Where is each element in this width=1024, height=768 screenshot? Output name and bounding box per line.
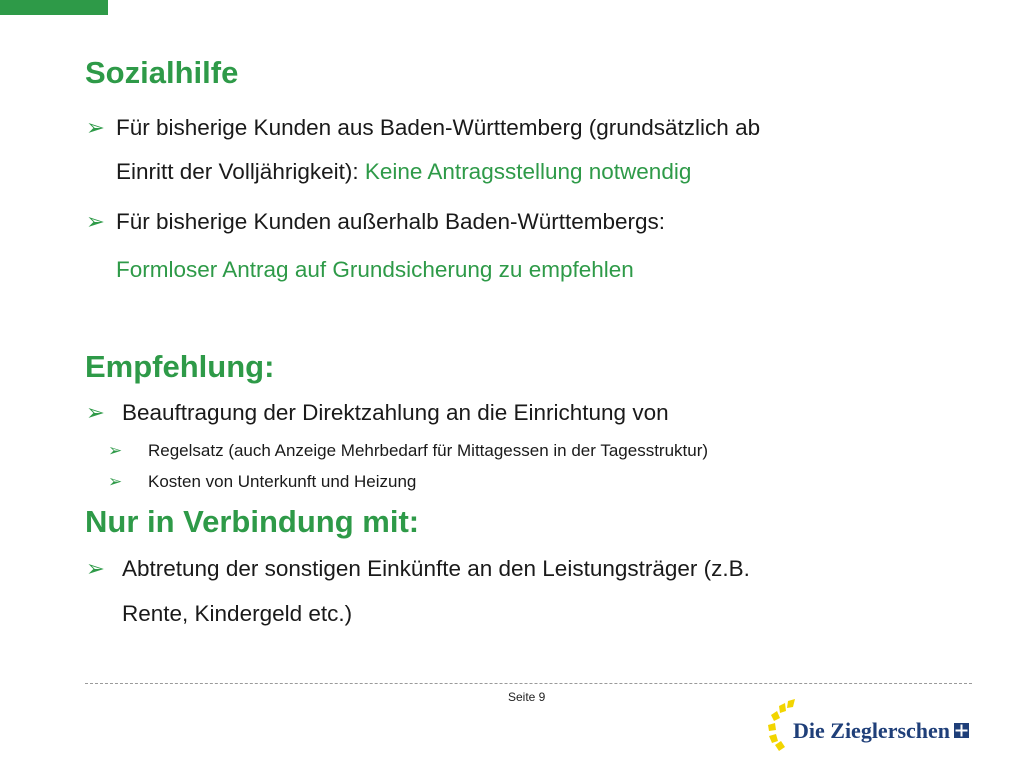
sozialhilfe-bullet-1-line-2 xyxy=(116,161,691,184)
arrow-bullet-icon: ➢ xyxy=(108,441,123,460)
verbindung-bullet-1-line-1: Abtretung der sonstigen Einkünfte an den Leistungsträger (z.B. xyxy=(122,556,750,581)
arrow-bullet-icon: ➢ xyxy=(108,472,123,491)
cross-emblem-icon xyxy=(954,723,969,738)
empfehlung-sub-bullet-1: Regelsatz (auch Anzeige Mehrbedarf für Mittagessen in der Tagesstruktur) xyxy=(148,441,709,460)
arrow-bullet-icon: ➢ xyxy=(86,400,105,425)
empfehlung-bullet-1: Beauftragung der Direktzahlung an die Einrichtung von xyxy=(122,400,669,425)
arrow-bullet-icon: ➢ xyxy=(86,209,105,234)
heading-sozialhilfe: Sozialhilfe xyxy=(85,55,239,90)
page-number: Seite 9 xyxy=(508,690,546,704)
sozialhilfe-bullet-1-highlight: Keine Antragsstellung notwendig xyxy=(364,159,692,184)
heading-empfehlung: Empfehlung: xyxy=(85,349,275,384)
arrow-bullet-icon: ➢ xyxy=(86,115,105,140)
logo xyxy=(766,698,986,754)
sozialhilfe-bullet-2-highlight: Formloser Antrag auf Grundsicherung zu empfehlen xyxy=(116,257,634,282)
heading-nur-in-verbindung: Nur in Verbindung mit: xyxy=(85,504,420,539)
sozialhilfe-bullet-1-line-1: Für bisherige Kunden aus Baden-Württemberg (grundsätzlich ab xyxy=(116,115,761,140)
sozialhilfe-bullet-1-prefix: Einritt der Volljährigkeit): xyxy=(116,159,365,184)
verbindung-bullet-1-line-2: Rente, Kindergeld etc.) xyxy=(122,601,353,626)
footer-divider xyxy=(85,683,972,684)
arrow-bullet-icon: ➢ xyxy=(86,556,105,581)
top-accent-bar xyxy=(0,0,108,15)
logo-text: Die Zieglerschen xyxy=(793,718,951,743)
sozialhilfe-bullet-2-line-1: Für bisherige Kunden außerhalb Baden-Württembergs: xyxy=(116,209,666,234)
empfehlung-sub-bullet-2: Kosten von Unterkunft und Heizung xyxy=(148,472,417,491)
